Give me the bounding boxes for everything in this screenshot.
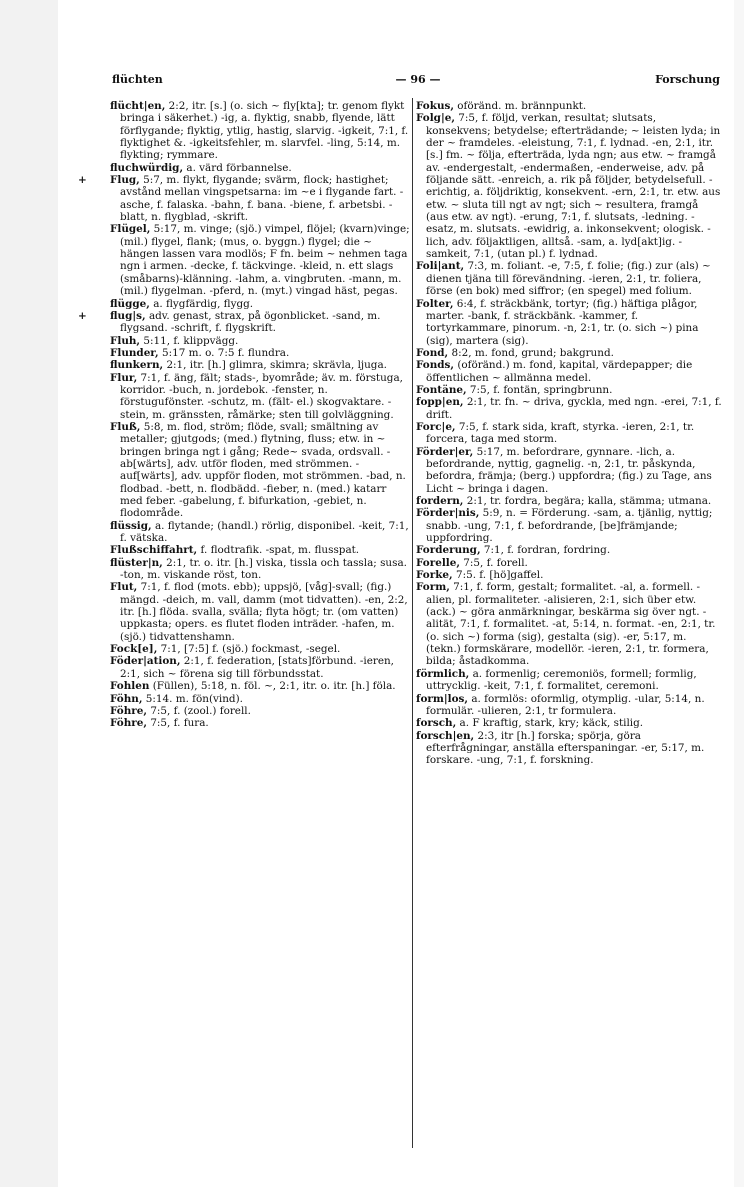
- entry-headword: flüster|n,: [110, 556, 163, 569]
- dictionary-entry: [416, 557, 722, 569]
- entry-headword: flug|s,: [110, 309, 146, 322]
- dictionary-entry: [110, 100, 410, 162]
- entry-definition: (oföränd.) m. fond, kapital, värdepapper; die öffentlichen ~ allmänna medel.: [426, 359, 693, 384]
- entry-definition: f. flodtrafik. -spat, m. flusspat.: [200, 544, 360, 557]
- entry-headword: Forelle,: [416, 556, 460, 569]
- dictionary-entry: + flug|s, adv. genast, strax, på ögonblicket. -sand, m. flygsand. -schrift, f. flygskrift.: [78, 309, 381, 335]
- entry-headword: Föhre,: [110, 704, 147, 717]
- entry-headword: flunkern,: [110, 359, 164, 372]
- entry-definition: 5:17 m. o. 7:5 f. flundra.: [161, 346, 290, 359]
- dictionary-entry: [110, 347, 410, 359]
- entry-headword: fluchwürdig,: [110, 161, 184, 174]
- entry-headword: flügge,: [110, 297, 150, 310]
- dictionary-entry: [416, 421, 722, 446]
- entry-definition: 7:1, f. fordran, fordring.: [483, 544, 611, 557]
- dictionary-entry: [110, 520, 410, 545]
- entry-definition: 7:3, m. foliant. -e, 7:5, f. folie; (fig.) zur (als) ~ dienen tjäna till förevändning. -ieren, 2:1, tr. foliera, förse (en bok) med siffror; (en spegel) med folium.: [426, 260, 711, 298]
- left-column: [78, 100, 410, 1148]
- dictionary-entry: [110, 643, 410, 655]
- dictionary-entry: [110, 705, 410, 717]
- dictionary-entry: [416, 717, 722, 729]
- dictionary-entry: [110, 717, 410, 729]
- entry-headword: flücht|en,: [110, 100, 166, 112]
- entry-definition: 7:5, f. (zool.) forell.: [150, 704, 251, 717]
- entry-headword: Föhn,: [110, 692, 143, 705]
- entry-definition: 5:8, m. flod, ström; flöde, svall; smältning av metaller; gjutgods; (med.) flytning, fluss; etw. in ~ bringen bringa ngt i gång; Rede~ svada, ordsvall. -ab[wärts], adv. utför floden, med strömmen. -auf[wärts], adv. uppför floden, mot strömmen. -bad, n. flodbad. -bett, n. flodbädd. -fieber, n. (med.) katarr med feber. -gabelung, f. bifurkation, -gebiet, n. flodområde.: [120, 420, 406, 520]
- entry-headword: form|los,: [416, 692, 468, 705]
- dictionary-entry: [110, 544, 410, 556]
- dictionary-entry: [110, 162, 410, 174]
- dictionary-entry: [416, 569, 722, 581]
- entry-headword: Folter,: [416, 297, 454, 310]
- dictionary-entry: [416, 446, 722, 495]
- dictionary-entry: [416, 507, 722, 544]
- scan-margin-right: [734, 0, 744, 1187]
- entry-definition: 2:1, tr. o. itr. [h.] viska, tissla och tassla; susa. -ton, m. viskande röst, ton.: [120, 556, 407, 582]
- entry-definition: 2:1, itr. [h.] glimra, skimra; skrävla, ljuga.: [166, 359, 387, 372]
- entry-headword: Fontäne,: [416, 383, 467, 396]
- entry-headword: flüssig,: [110, 519, 152, 532]
- dictionary-entry: [416, 384, 722, 396]
- page-header: [112, 74, 724, 90]
- entry-definition: 7:5, f. stark sida, kraft, styrka. -ieren, 2:1, tr. forcera, taga med storm.: [426, 420, 695, 446]
- entry-headword: Folg|e,: [416, 112, 455, 125]
- dictionary-entry: [110, 335, 410, 347]
- dictionary-page: [78, 66, 724, 1176]
- entry-headword: Fokus,: [416, 100, 454, 112]
- entry-headword: Fonds,: [416, 359, 455, 372]
- dictionary-entry: [110, 581, 410, 643]
- entry-definition: 7:5, f. följd, verkan, resultat; slutsats, konsekvens; betydelse; efterträdande; ~ leisten lyda; in der ~ framdeles. -eleistung, 7:1, f. lydnad. -en, 2:1, itr. [s.] fm. ~ följa, efterträda, lyda ngn; aus etw. ~ framgå av. -endergestalt, -endermaßen, -enderweise, adv. på följande sätt. -enreich, a. rik på följder, betydelsefull. -erichtig, a. följdriktig, konsekvent. -ern, 2:1, tr. etw. aus etw. ~ sluta till ngt av ngt; sich ~ resultera, framgå (aus etw. av ngt). -erung, 7:1, f. slutsats, -ledning. -esatz, m. slutsats. -ewidrig, a. inkonsekvent; ologisk. -lich, adv. följaktligen, alltså. -sam, a. lyd[akt]ig. -samkeit, 7:1, (utan pl.) f. lydnad.: [426, 112, 721, 261]
- entry-definition: a. flygfärdig, flygg.: [153, 297, 254, 310]
- entry-definition: (Füllen), 5:18, n. föl. ~, 2:1, itr. o. itr. [h.] föla.: [152, 680, 396, 693]
- dictionary-entry: [416, 730, 722, 767]
- entry-definition: 7:5, f. fontän, springbrunn.: [469, 383, 613, 396]
- dictionary-entry: [110, 557, 410, 582]
- entry-definition: 6:4, f. sträckbänk, tortyr; (fig.) häftiga plågor, marter. -bank, f. sträckbänk. -kammer, f. tortyrkammare, pinorum. -n, 2:1, tr. (o. sich ~) pina (sig), martera (sig).: [426, 297, 699, 347]
- entry-headword: Fock[e],: [110, 643, 158, 656]
- dictionary-entry: [110, 693, 410, 705]
- entry-definition: 7:1, f. form, gestalt; formalitet. -al, a. formell. -alien, pl. formaliteter. -alisieren, 2:1, sich über etw. (ack.) ~ göra anmärkningar, beskärma sig över ngt. -alität, 7:1, f. formalitet. -at, 5:14, n. format. -en, 2:1, tr. (o. sich ~) forma (sig), gestalta (sig). -er, 5:17, m. (tekn.) formskärare, modellör. -ieren, 2:1, tr. formera, bilda; åstadkomma.: [426, 581, 716, 668]
- entry-headword: Form,: [416, 581, 450, 594]
- entry-definition: adv. genast, strax, på ögonblicket. -sand, m. flygsand. -schrift, f. flygskrift.: [120, 309, 381, 335]
- entry-headword: Forke,: [416, 569, 453, 582]
- entry-headword: Foli|ant,: [416, 260, 465, 273]
- column-divider: [412, 98, 413, 1148]
- entry-definition: 7:5, f. forell.: [463, 556, 528, 569]
- dictionary-entry: [416, 100, 722, 112]
- entry-definition: 2:1, f. federation, [stats]förbund. -ieren, 2:1, sich ~ förena sig till förbundsstat.: [120, 655, 394, 680]
- entry-headword: Flügel,: [110, 223, 151, 236]
- entry-headword: Fond,: [416, 346, 449, 359]
- dictionary-entry: [416, 298, 722, 347]
- entry-definition: 2:3, itr [h.] forska; spörja, göra efterfrågningar, anställa efterspaningar. -er, 5:17, m. forskare. -ung, 7:1, f. forskning.: [426, 729, 705, 767]
- dictionary-entry: + Flug, 5:7, m. flykt, flygande; svärm, flock; hastighet; avstånd mellan vingspetsarna: im ~e i flygande fart. -asche, f. falaska. -bahn, f. bana. -biene, f. arbetsbi. -blatt, n. flygblad, -skrift.: [78, 174, 404, 224]
- entry-definition: 5:9, n. = Förderung. -sam, a. tjänlig, nyttig; snabb. -ung, 7:1, f. befordrande, [be]främjande; uppfordring.: [426, 507, 713, 545]
- dictionary-entry: [110, 359, 410, 371]
- entry-definition: 7:1, f. flod (mots. ebb); uppsjö, [våg]-svall; (fig.) mängd. -deich, m. vall, damm (mot tidvatten). -en, 2:2, itr. [h.] flöda. svalla, svälla; flyta högt; tr. (om vatten) uppkasta; opers. es flutet floden inträder. -hafen, m. (sjö.) tidvattenshamn.: [120, 581, 408, 643]
- dictionary-entry: [416, 112, 722, 260]
- entry-definition: 2:1, tr. fn. ~ driva, gyckla, med ngn. -erei, 7:1, f. drift.: [426, 396, 722, 421]
- dictionary-entry: [416, 260, 722, 297]
- entry-headword: Flut,: [110, 581, 138, 594]
- right-column: [416, 100, 722, 1148]
- dictionary-entry: [416, 581, 722, 667]
- entry-headword: Föhre,: [110, 717, 147, 730]
- entry-definition: a. formlös: oformlig, otymplig. -ular, 5:14, n. formulär. -ulieren, 2:1, tr formulera.: [426, 692, 705, 717]
- dictionary-entry: [416, 495, 722, 507]
- entry-headword: förmlich,: [416, 667, 470, 680]
- entry-headword: Föder|ation,: [110, 655, 181, 668]
- entry-headword: Fluß,: [110, 420, 141, 433]
- entry-definition: 5:17, m. vinge; (sjö.) vimpel, flöjel; (kvarn)vinge; (mil.) flygel, flank; (mus, o. byggn.) flygel; die ~ hängen lassen vara modlös; F fn. beim ~ nehmen taga ngn i armen. -decke, f. täckvinge. -kleid, n. ett slags (småbarns)-klänning. -lahm, a. vingbruten. -mann, m. (mil.) flygelman. -pferd, n. (myt.) vingad häst, pegas.: [120, 223, 410, 298]
- entry-headword: Flunder,: [110, 346, 159, 359]
- dictionary-entry: [110, 680, 410, 692]
- dictionary-entry: [416, 396, 722, 421]
- page-number: — 96 —: [395, 73, 441, 86]
- dictionary-entry: [416, 668, 722, 693]
- entry-definition: 5:14. m. fön(vind).: [145, 692, 243, 705]
- entry-definition: 7:1, f. äng, fält; stads-, byområde; äv. m. förstuga, korridor. -buch, n. jordebok. -fenster, n. förstugufönster. -schutz, m. (fält- el.) skogvaktare. -stein, m. gränssten, råmärke; sten till golvläggning.: [120, 371, 403, 421]
- entry-headword: Fluh,: [110, 334, 141, 347]
- entry-definition: 7:1, [7:5] f. (sjö.) fockmast, -segel.: [160, 643, 341, 656]
- dictionary-entry: [416, 693, 722, 718]
- entry-definition: 5:7, m. flykt, flygande; svärm, flock; hastighet; avstånd mellan vingspetsarna: im ~e i flygande fart. -asche, f. falaska. -bahn, f. bana. -biene, f. arbetsbi. -blatt, n. flygblad, -skrift.: [120, 174, 404, 224]
- entry-headword: forsch|en,: [416, 729, 475, 742]
- entry-headword: Förder|er,: [416, 445, 474, 458]
- dictionary-entry: [110, 421, 410, 520]
- dictionary-entry: [416, 544, 722, 556]
- entry-headword: Flur,: [110, 371, 138, 384]
- entry-definition: oföränd. m. brännpunkt.: [457, 100, 587, 112]
- entry-definition: a. flytande; (handl.) rörlig, disponibel. -keit, 7:1, f. vätska.: [120, 519, 409, 545]
- entry-headword: Flug,: [110, 174, 140, 187]
- entry-headword: Förder|nis,: [416, 507, 480, 520]
- entry-headword: forsch,: [416, 717, 457, 730]
- dictionary-entry: [110, 655, 410, 680]
- entry-headword: Flußschiffahrt,: [110, 544, 198, 557]
- scan-margin-left: [0, 0, 58, 1187]
- dictionary-entry: [110, 298, 410, 310]
- entry-definition: 2:2, itr. [s.] (o. sich ~ fly[kta]; tr. genom flykt bringa i säkerhet.) -ig, a. flyktig, snabb, flyende, lätt förflygande; flyktig, ytlig, hastig, slarvig. -igkeit, 7:1, f. flyktighet &. -igkeitsfehler, m. slarvfel. -ling, 5:14, m. flykting; rymmare.: [120, 100, 409, 162]
- entry-headword: Forderung,: [416, 544, 481, 557]
- entry-headword: fordern,: [416, 495, 464, 507]
- header-left-guideword: flüchten: [112, 73, 163, 86]
- dictionary-entry: [110, 223, 410, 297]
- entry-definition: a. värd förbannelse.: [186, 161, 292, 174]
- dictionary-entry: [416, 347, 722, 359]
- entry-definition: 5:11, f. klippvägg.: [143, 334, 239, 347]
- entry-definition: a. formenlig; ceremoniös, formell; formlig, uttrycklig. -keit, 7:1, f. formalitet, ceremoni.: [426, 667, 697, 693]
- entry-definition: 2:1, tr. fordra, begära; kalla, stämma; utmana.: [466, 495, 712, 507]
- entry-headword: Forc|e,: [416, 420, 456, 433]
- entry-definition: 7:5, f. fura.: [150, 717, 209, 730]
- entry-definition: a. F kraftig, stark, kry; käck, stilig.: [459, 717, 644, 730]
- entry-definition: 8:2, m. fond, grund; bakgrund.: [451, 346, 614, 359]
- entry-headword: fopp|en,: [416, 396, 464, 409]
- entry-definition: 7:5. f. [hö]gaffel.: [455, 569, 544, 582]
- entry-headword: Fohlen: [110, 680, 150, 693]
- entry-definition: 5:17, m. befordrare, gynnare. -lich, a. befordrande, nyttig, gagnelig. -n, 2:1, tr. påskynda, befordra, främja; (berg.) uppfordra; (fig.) zu Tage, ans Licht ~ bringa i dagen.: [426, 445, 712, 495]
- dictionary-entry: [110, 372, 410, 421]
- dictionary-entry: [416, 359, 722, 384]
- header-right-guideword: Forschung: [655, 73, 720, 86]
